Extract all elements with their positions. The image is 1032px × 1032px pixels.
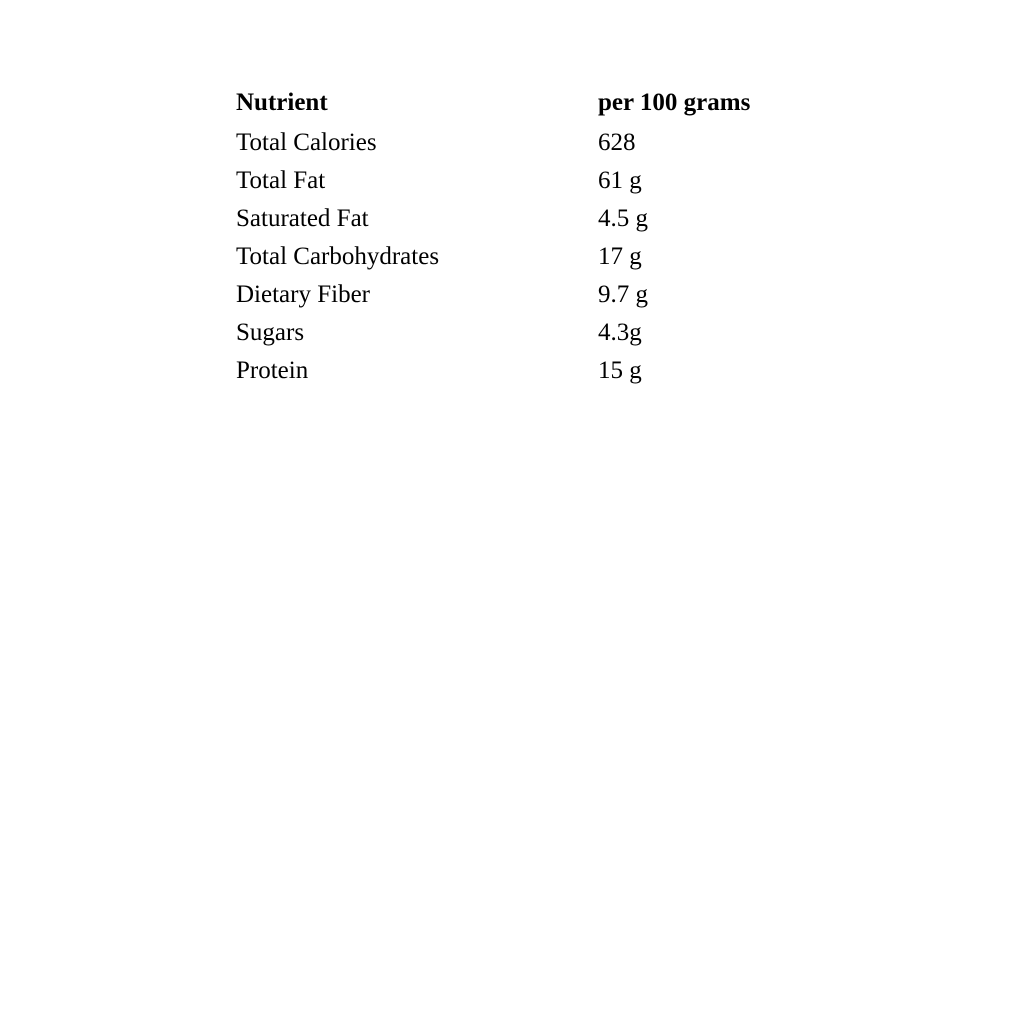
row-value: 628 xyxy=(598,129,636,156)
row-label: Total Fat xyxy=(236,167,326,194)
table-row xyxy=(236,200,858,238)
row-label: Protein xyxy=(236,357,309,384)
row-label: Saturated Fat xyxy=(236,205,369,232)
row-label: Sugars xyxy=(236,319,305,346)
row-value: 15 g xyxy=(598,357,642,384)
row-value: 17 g xyxy=(598,243,642,270)
table-row xyxy=(236,124,858,162)
column-header-per-100-grams: per 100 grams xyxy=(598,89,751,116)
column-header-nutrient: Nutrient xyxy=(236,89,328,116)
table-row xyxy=(236,238,858,276)
row-value: 4.3g xyxy=(598,319,642,346)
table-header-row xyxy=(236,84,858,124)
row-label: Total Carbohydrates xyxy=(236,243,440,270)
row-value: 9.7 g xyxy=(598,281,648,308)
row-label: Dietary Fiber xyxy=(236,281,370,308)
table-row xyxy=(236,314,858,352)
table-body xyxy=(236,124,858,390)
table-row xyxy=(236,276,858,314)
table-row xyxy=(236,162,858,200)
table-row xyxy=(236,352,858,390)
row-value: 4.5 g xyxy=(598,205,648,232)
nutrition-facts-table xyxy=(236,84,858,390)
row-value: 61 g xyxy=(598,167,642,194)
row-label: Total Calories xyxy=(236,129,377,156)
